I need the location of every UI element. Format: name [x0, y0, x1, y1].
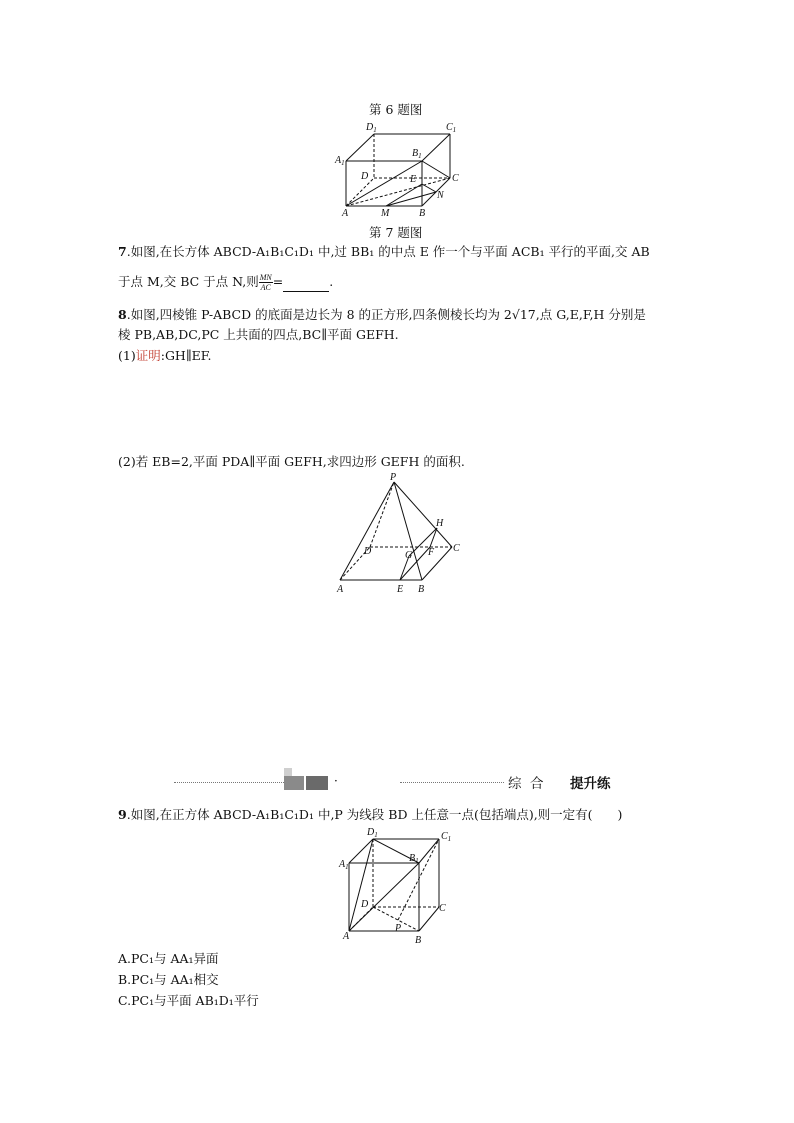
label-D1: $D_1$: [366, 122, 377, 134]
part1-label: (1): [118, 348, 136, 363]
label-M: M: [381, 208, 390, 219]
label-C: C: [439, 903, 446, 914]
label-P: P: [390, 472, 397, 483]
option-a[interactable]: A.PC₁与 AA₁异面: [118, 951, 219, 966]
question-8-part2: (2)若 EB=2,平面 PDA∥平面 GEFH,求四边形 GEFH 的面积.: [118, 454, 465, 469]
label-B1: $B_1$: [412, 148, 422, 160]
label-B: B: [419, 208, 426, 219]
label-D1: $D_1$: [367, 827, 378, 839]
answer-blank[interactable]: [283, 279, 329, 292]
prove-keyword: 证明: [135, 348, 161, 363]
figure-8-pyramid-diagram: [330, 470, 470, 598]
question-7-number: 7: [118, 244, 127, 259]
label-A: A: [343, 931, 350, 942]
question-9-number: 9: [118, 807, 127, 822]
question-7-stem: 如图,在长方体 ABCD-A₁B₁C₁D₁ 中,过 BB₁ 的中点 E 作一个与平面 ACB₁ 平行的平面,交 AB: [130, 244, 650, 259]
label-D: D: [364, 546, 372, 557]
option-b[interactable]: B.PC₁与 AA₁相交: [118, 972, 219, 987]
label-P: P: [395, 923, 402, 934]
figure-6-caption: 第 6 题图: [369, 102, 423, 117]
equals-sign: =: [272, 274, 284, 289]
header-block-dark-1: [284, 776, 304, 790]
fraction-mn-ac: [259, 273, 273, 292]
question-7-line1: 7.如图,在长方体 ABCD-A₁B₁C₁D₁ 中,过 BB₁ 的中点 E 作一个与平面 ACB₁ 平行的平面,交 AB: [118, 244, 650, 259]
figure-7-caption: 第 7 题图: [369, 225, 423, 240]
section-title-he: 合: [530, 776, 544, 792]
label-N: N: [437, 190, 444, 201]
label-D: D: [361, 171, 369, 182]
question-8-part1: [118, 346, 211, 366]
question-8-line1: 8.如图,四棱锥 P-ABCD 的底面是边长为 8 的正方形,四条侧棱长均为 2√17,点 G,E,F,H 分别是: [118, 307, 646, 322]
label-C: C: [452, 173, 459, 184]
figure-9-cube-diagram: [335, 823, 465, 947]
label-G: G: [405, 550, 413, 561]
label-A: A: [342, 208, 349, 219]
figure-7-prism-diagram: [330, 118, 470, 220]
fraction-denominator: AC: [260, 283, 271, 292]
label-A1: $A_1$: [335, 155, 345, 167]
question-7-line2: [118, 272, 333, 292]
label-C1: $C_1$: [446, 122, 457, 134]
dotted-rule-right: [400, 782, 504, 783]
part1-statement: :GH∥EF.: [160, 348, 212, 363]
label-D: D: [361, 899, 369, 910]
section-title-zong: 综: [508, 776, 522, 792]
label-E: E: [397, 584, 404, 595]
header-dot: ·: [334, 774, 338, 788]
header-block-dark-2: [306, 776, 328, 790]
header-block-light: [284, 768, 292, 776]
label-E: E: [410, 174, 417, 185]
section-title-tishenglian: 提升练: [570, 776, 611, 792]
label-C1: $C_1$: [441, 831, 452, 843]
section-header: [174, 768, 624, 792]
option-c[interactable]: C.PC₁与平面 AB₁D₁平行: [118, 993, 259, 1008]
fraction-numerator: MN: [259, 273, 272, 282]
label-A: A: [337, 584, 344, 595]
label-B1: $B_1$: [409, 853, 419, 865]
question-8-stem: 如图,四棱锥 P-ABCD 的底面是边长为 8 的正方形,四条侧棱长均为 2√17,点 G,E,F,H 分别是: [130, 307, 646, 322]
label-B: B: [418, 584, 425, 595]
question-8-number: 8: [118, 307, 127, 322]
question-9-stem: 9.如图,在正方体 ABCD-A₁B₁C₁D₁ 中,P 为线段 BD 上任意一点(包括端点),则一定有( ): [118, 807, 623, 822]
period: .: [329, 274, 334, 289]
question-9-text: 如图,在正方体 ABCD-A₁B₁C₁D₁ 中,P 为线段 BD 上任意一点(包括端点),则一定有( ): [130, 807, 623, 822]
question-8-line2: 棱 PB,AB,DC,PC 上共面的四点,BC∥平面 GEFH.: [118, 327, 399, 342]
label-A1: $A_1$: [339, 859, 349, 871]
label-B: B: [415, 935, 422, 946]
dotted-rule-left: [174, 782, 284, 783]
question-7-stem-cont: 于点 M,交 BC 于点 N,则: [118, 274, 259, 289]
label-C: C: [453, 543, 460, 554]
label-F: F: [428, 547, 435, 558]
label-H: H: [436, 518, 444, 529]
